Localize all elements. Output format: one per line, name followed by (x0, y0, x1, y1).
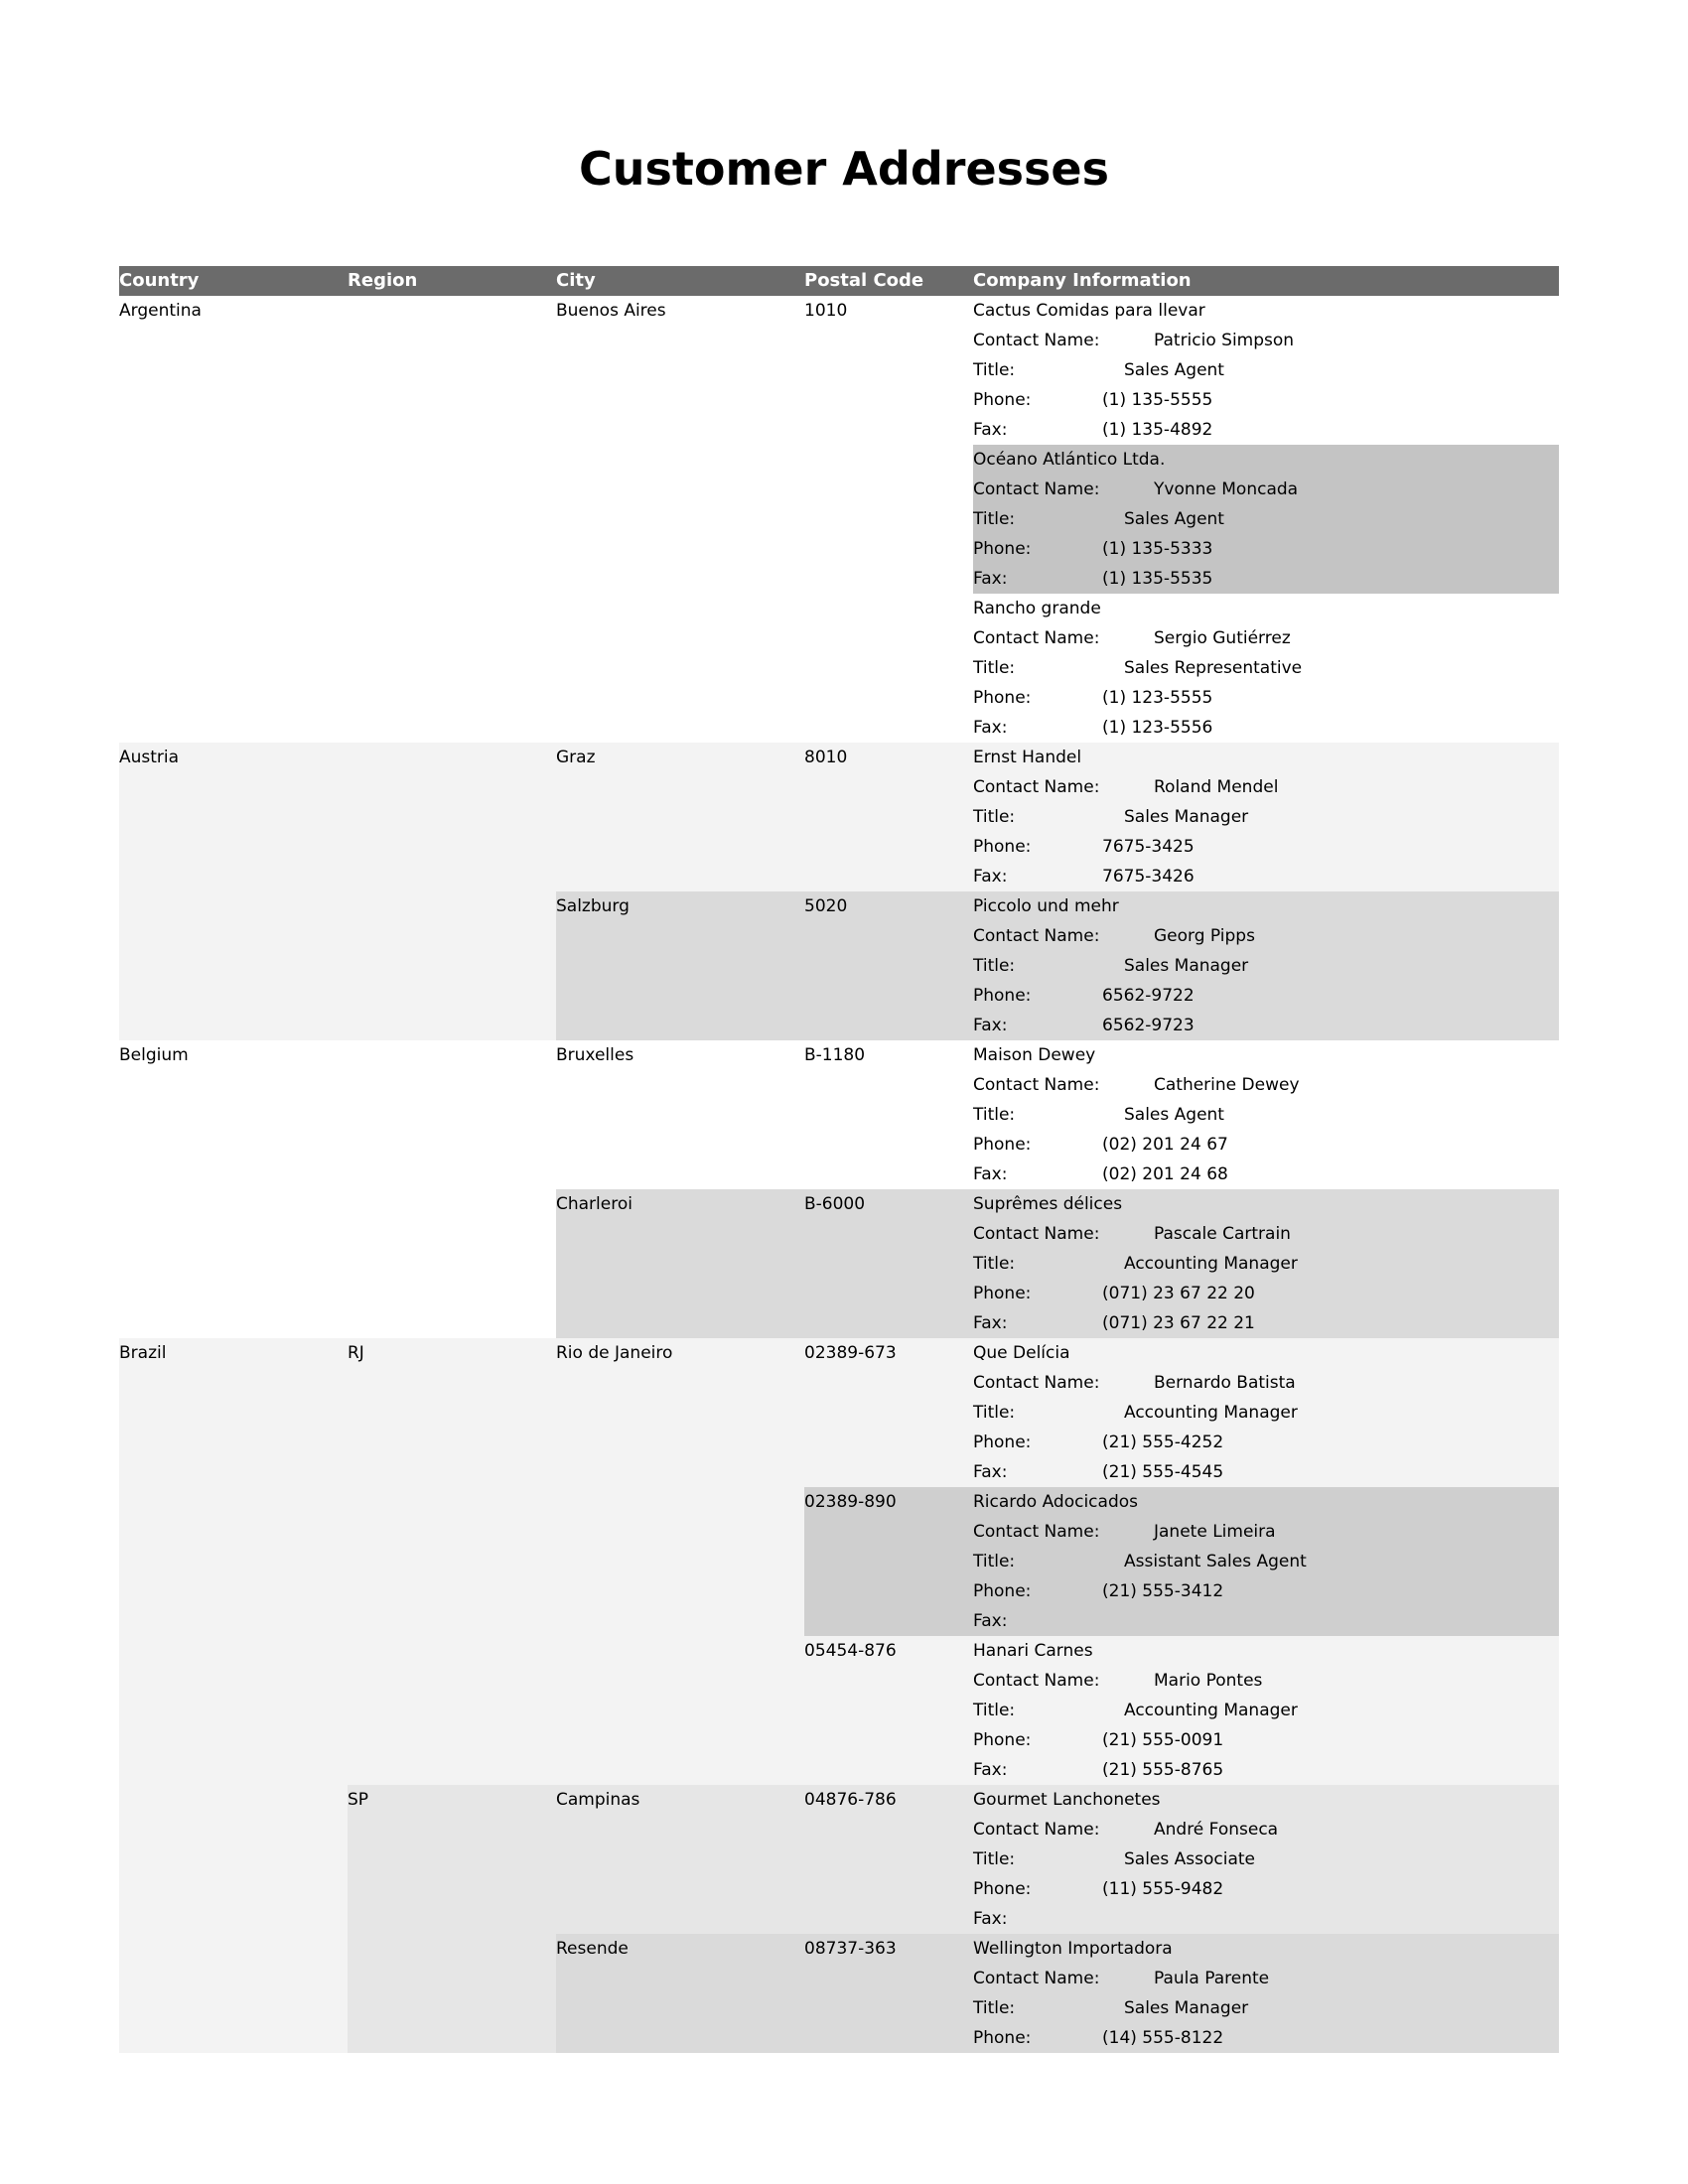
company-block (973, 594, 1559, 743)
phone-value: (1) 135-5555 (1102, 390, 1213, 410)
phone-value: (21) 555-3412 (1102, 1581, 1224, 1601)
contact-title-value: Accounting Manager (1124, 1701, 1298, 1720)
contact-title-label: Title: (973, 509, 1016, 529)
phone-row (973, 1725, 1559, 1755)
postal-code: 04876-786 (804, 1790, 897, 1810)
country-name: Argentina (119, 301, 202, 321)
phone-row (973, 683, 1559, 713)
contact-name-row (973, 1815, 1559, 1844)
fax-row (973, 862, 1559, 891)
company-block (973, 1040, 1559, 1189)
company-name: Ricardo Adocicados (973, 1492, 1138, 1512)
contact-name-label: Contact Name: (973, 1075, 1100, 1095)
city-name: Campinas (556, 1790, 640, 1810)
table-header (119, 266, 1559, 296)
phone-value: (1) 123-5555 (1102, 688, 1213, 708)
contact-name-row (973, 1219, 1559, 1249)
page-title: Customer Addresses (579, 142, 1109, 196)
phone-label: Phone: (973, 1433, 1032, 1452)
fax-value: (1) 135-4892 (1102, 420, 1213, 440)
contact-title-label: Title: (973, 1998, 1016, 2018)
contact-title-row (973, 1844, 1559, 1874)
phone-row (973, 1130, 1559, 1160)
phone-label: Phone: (973, 2028, 1032, 2048)
contact-name-label: Contact Name: (973, 479, 1100, 499)
phone-label: Phone: (973, 688, 1032, 708)
city-name: Rio de Janeiro (556, 1343, 673, 1363)
phone-value: (21) 555-4252 (1102, 1433, 1224, 1452)
company-block (973, 891, 1559, 1040)
contact-title-value: Accounting Manager (1124, 1403, 1298, 1423)
company-block (973, 296, 1559, 445)
city-name: Buenos Aires (556, 301, 666, 321)
phone-label: Phone: (973, 986, 1032, 1006)
contact-name-value: Pascale Cartrain (1154, 1224, 1291, 1244)
column-header-country: Country (119, 270, 200, 291)
contact-title-value: Sales Representative (1124, 658, 1303, 678)
fax-value: (1) 135-5535 (1102, 569, 1213, 589)
fax-value: (1) 123-5556 (1102, 718, 1213, 738)
phone-row (973, 1428, 1559, 1457)
fax-label: Fax: (973, 718, 1008, 738)
contact-name-row (973, 1964, 1559, 1993)
contact-name-value: Sergio Gutiérrez (1154, 628, 1291, 648)
phone-value: (02) 201 24 67 (1102, 1135, 1228, 1155)
city-name: Salzburg (556, 896, 630, 916)
country-name: Brazil (119, 1343, 167, 1363)
contact-title-row (973, 1249, 1559, 1279)
contact-name-label: Contact Name: (973, 1820, 1100, 1840)
fax-value: (21) 555-4545 (1102, 1462, 1224, 1482)
contact-title-value: Sales Associate (1124, 1849, 1256, 1869)
city-name: Resende (556, 1939, 629, 1959)
company-block (973, 445, 1559, 594)
contact-name-label: Contact Name: (973, 331, 1100, 350)
fax-row (973, 1606, 1559, 1636)
postal-code: 8010 (804, 748, 848, 767)
contact-title-label: Title: (973, 1701, 1016, 1720)
contact-name-value: Yvonne Moncada (1154, 479, 1299, 499)
postal-code: 02389-673 (804, 1343, 897, 1363)
contact-title-label: Title: (973, 1254, 1016, 1274)
contact-title-label: Title: (973, 956, 1016, 976)
contact-name-label: Contact Name: (973, 1224, 1100, 1244)
company-name: Hanari Carnes (973, 1641, 1093, 1661)
fax-value: (02) 201 24 68 (1102, 1164, 1228, 1184)
phone-row (973, 2023, 1559, 2053)
postal-code: 5020 (804, 896, 848, 916)
fax-label: Fax: (973, 867, 1008, 887)
company-block (973, 1338, 1559, 1487)
column-header-region: Region (348, 270, 418, 291)
fax-value: 6562-9723 (1102, 1016, 1195, 1035)
contact-title-label: Title: (973, 1849, 1016, 1869)
fax-row (973, 1308, 1559, 1338)
contact-name-value: Patricio Simpson (1154, 331, 1295, 350)
company-name: Océano Atlántico Ltda. (973, 450, 1166, 470)
phone-row (973, 1576, 1559, 1606)
fax-label: Fax: (973, 569, 1008, 589)
company-name: Maison Dewey (973, 1045, 1096, 1065)
fax-label: Fax: (973, 1462, 1008, 1482)
contact-name-value: Mario Pontes (1154, 1671, 1263, 1691)
fax-row (973, 564, 1559, 594)
contact-name-label: Contact Name: (973, 1522, 1100, 1542)
contact-name-value: Roland Mendel (1154, 777, 1279, 797)
region-name: SP (348, 1790, 369, 1810)
contact-title-row (973, 653, 1559, 683)
phone-row (973, 832, 1559, 862)
fax-row (973, 713, 1559, 743)
contact-title-row (973, 802, 1559, 832)
contact-title-label: Title: (973, 807, 1016, 827)
phone-row (973, 534, 1559, 564)
fax-row (973, 1011, 1559, 1040)
contact-name-value: André Fonseca (1154, 1820, 1279, 1840)
phone-row (973, 981, 1559, 1011)
contact-title-row (973, 1696, 1559, 1725)
fax-row (973, 1755, 1559, 1785)
contact-name-row (973, 1368, 1559, 1398)
phone-label: Phone: (973, 1581, 1032, 1601)
contact-name-label: Contact Name: (973, 1969, 1100, 1988)
contact-title-row (973, 1100, 1559, 1130)
fax-value: 7675-3426 (1102, 867, 1195, 887)
company-name: Gourmet Lanchonetes (973, 1790, 1161, 1810)
phone-label: Phone: (973, 1284, 1032, 1303)
contact-name-row (973, 1666, 1559, 1696)
postal-code: 08737-363 (804, 1939, 897, 1959)
contact-title-value: Assistant Sales Agent (1124, 1552, 1307, 1571)
fax-label: Fax: (973, 1611, 1008, 1631)
country-name: Austria (119, 748, 180, 767)
phone-label: Phone: (973, 1879, 1032, 1899)
contact-name-row (973, 1517, 1559, 1547)
fax-label: Fax: (973, 1164, 1008, 1184)
contact-name-label: Contact Name: (973, 1671, 1100, 1691)
contact-name-row (973, 921, 1559, 951)
fax-label: Fax: (973, 1760, 1008, 1780)
contact-name-label: Contact Name: (973, 926, 1100, 946)
contact-title-value: Accounting Manager (1124, 1254, 1298, 1274)
contact-title-label: Title: (973, 1403, 1016, 1423)
contact-title-value: Sales Agent (1124, 1105, 1224, 1125)
contact-name-row (973, 475, 1559, 504)
fax-label: Fax: (973, 1313, 1008, 1333)
contact-title-row (973, 355, 1559, 385)
contact-name-value: Paula Parente (1154, 1969, 1270, 1988)
phone-value: (21) 555-0091 (1102, 1730, 1224, 1750)
fax-value: (21) 555-8765 (1102, 1760, 1224, 1780)
contact-title-row (973, 1398, 1559, 1428)
company-block (973, 743, 1559, 891)
phone-label: Phone: (973, 539, 1032, 559)
contact-name-label: Contact Name: (973, 628, 1100, 648)
region-name: RJ (348, 1343, 364, 1363)
contact-title-row (973, 1547, 1559, 1576)
contact-title-value: Sales Manager (1124, 807, 1249, 827)
city-name: Charleroi (556, 1194, 633, 1214)
company-block (973, 1785, 1559, 1934)
phone-value: 7675-3425 (1102, 837, 1195, 857)
contact-name-label: Contact Name: (973, 1373, 1100, 1393)
company-block (973, 1189, 1559, 1338)
contact-title-value: Sales Manager (1124, 956, 1249, 976)
fax-row (973, 1160, 1559, 1189)
company-name: Suprêmes délices (973, 1194, 1123, 1214)
phone-label: Phone: (973, 1135, 1032, 1155)
fax-row (973, 1904, 1559, 1934)
contact-name-row (973, 772, 1559, 802)
contact-name-label: Contact Name: (973, 777, 1100, 797)
phone-value: (11) 555-9482 (1102, 1879, 1224, 1899)
contact-title-value: Sales Manager (1124, 1998, 1249, 2018)
phone-label: Phone: (973, 390, 1032, 410)
contact-title-label: Title: (973, 1105, 1016, 1125)
company-block (973, 1636, 1559, 1785)
contact-name-value: Janete Limeira (1154, 1522, 1276, 1542)
phone-label: Phone: (973, 837, 1032, 857)
phone-row (973, 1279, 1559, 1308)
contact-title-value: Sales Agent (1124, 509, 1224, 529)
country-name: Belgium (119, 1045, 189, 1065)
fax-label: Fax: (973, 420, 1008, 440)
contact-name-row (973, 326, 1559, 355)
city-name: Bruxelles (556, 1045, 634, 1065)
company-name: Ernst Handel (973, 748, 1082, 767)
fax-value: (071) 23 67 22 21 (1102, 1313, 1255, 1333)
phone-row (973, 385, 1559, 415)
fax-row (973, 415, 1559, 445)
contact-name-value: Georg Pipps (1154, 926, 1255, 946)
phone-value: (1) 135-5333 (1102, 539, 1213, 559)
phone-value: (071) 23 67 22 20 (1102, 1284, 1255, 1303)
company-block (973, 1934, 1559, 2053)
contact-name-value: Catherine Dewey (1154, 1075, 1300, 1095)
postal-code: 1010 (804, 301, 848, 321)
contact-title-row (973, 1993, 1559, 2023)
column-header-city: City (556, 270, 596, 291)
phone-value: (14) 555-8122 (1102, 2028, 1224, 2048)
fax-row (973, 1457, 1559, 1487)
company-block (973, 1487, 1559, 1636)
contact-name-value: Bernardo Batista (1154, 1373, 1296, 1393)
company-name: Piccolo und mehr (973, 896, 1119, 916)
contact-title-label: Title: (973, 360, 1016, 380)
column-header-company-info: Company Information (973, 270, 1192, 291)
postal-code: 02389-890 (804, 1492, 897, 1512)
contact-name-row (973, 623, 1559, 653)
contact-title-value: Sales Agent (1124, 360, 1224, 380)
contact-title-label: Title: (973, 1552, 1016, 1571)
contact-name-row (973, 1070, 1559, 1100)
company-name: Que Delícia (973, 1343, 1070, 1363)
company-name: Wellington Importadora (973, 1939, 1173, 1959)
postal-code: B-1180 (804, 1045, 866, 1065)
fax-label: Fax: (973, 1016, 1008, 1035)
phone-row (973, 1874, 1559, 1904)
city-name: Graz (556, 748, 596, 767)
phone-value: 6562-9722 (1102, 986, 1195, 1006)
contact-title-label: Title: (973, 658, 1016, 678)
postal-code: 05454-876 (804, 1641, 897, 1661)
contact-title-row (973, 504, 1559, 534)
company-name: Rancho grande (973, 599, 1101, 618)
company-name: Cactus Comidas para llevar (973, 301, 1205, 321)
contact-title-row (973, 951, 1559, 981)
postal-code: B-6000 (804, 1194, 866, 1214)
phone-label: Phone: (973, 1730, 1032, 1750)
fax-label: Fax: (973, 1909, 1008, 1929)
column-header-postal-code: Postal Code (804, 270, 924, 291)
